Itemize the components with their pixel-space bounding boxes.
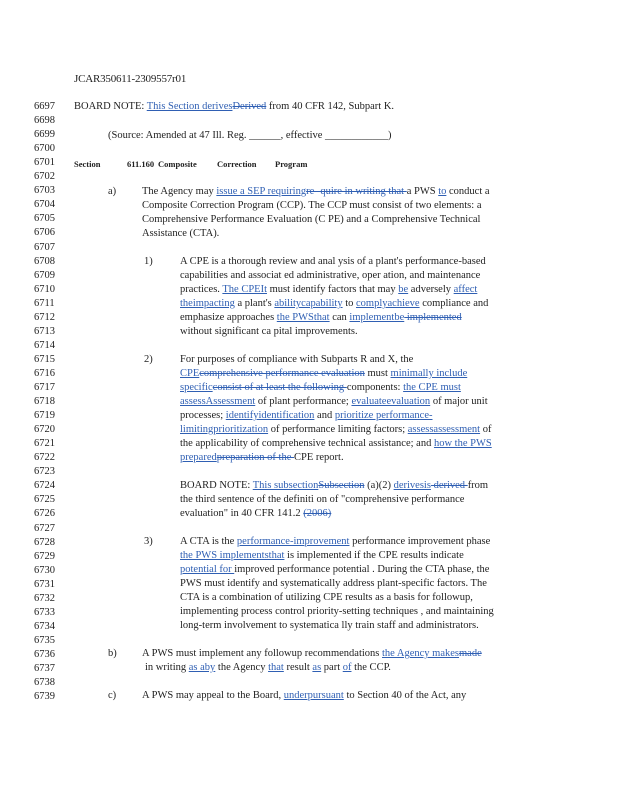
- line-number: 6711: [34, 297, 55, 309]
- document-id: JCAR350611-2309557r01: [74, 73, 187, 85]
- paragraph-line: specificconsist of at least the following components: the CPE must: [180, 382, 461, 393]
- line-number: 6736: [34, 648, 55, 660]
- paragraph-line: Composite Correction Program (CCP). The CCP must consist of two elements: a: [142, 200, 482, 211]
- line-number: 6699: [34, 129, 55, 141]
- paragraph-line: long-term involvement to systematica lly train staff and administrators.: [180, 620, 479, 631]
- paragraph-line: capabilities and associat ed administrative, oper ation, and maintenance: [180, 270, 481, 281]
- paragraph-label: 1): [144, 256, 153, 267]
- paragraph-line: A PWS may appeal to the Board, underpursuant to Section 40 of the Act, any: [142, 690, 467, 701]
- line-number: 6726: [34, 508, 55, 520]
- line-number: 6720: [34, 424, 55, 436]
- paragraph-line: without significant ca pital improvements.: [180, 326, 358, 337]
- paragraph-label: 3): [144, 536, 153, 547]
- line-number: 6714: [34, 339, 55, 351]
- line-number: 6705: [34, 213, 55, 225]
- line-number: 6735: [34, 634, 55, 646]
- line-number: 6733: [34, 606, 55, 618]
- line-number: 6719: [34, 410, 55, 422]
- line-number: 6727: [34, 522, 55, 534]
- line-number: 6708: [34, 255, 55, 267]
- line-number: 6734: [34, 620, 55, 632]
- paragraph-line: A PWS must implement any followup recommendations the Agency makesmade: [142, 648, 482, 659]
- line-number: 6701: [34, 157, 55, 169]
- paragraph-line: A CPE is a thorough review and anal ysis of a plant's performance-based: [180, 256, 486, 267]
- line-number: 6739: [34, 691, 55, 703]
- paragraph-line: PWS must identify and systematically address plant-specific factors. The: [180, 578, 487, 589]
- paragraph-line: preparedpreparation of the CPE report.: [180, 452, 344, 463]
- section-number: 611.160: [127, 159, 155, 169]
- line-number: 6731: [34, 578, 55, 590]
- line-number: 6706: [34, 227, 55, 239]
- paragraph-line: CPEcomprehensive performance evaluation must minimally include: [180, 368, 468, 379]
- section-title-word: Program: [275, 159, 308, 169]
- line-number: 6730: [34, 564, 55, 576]
- section-title-word: Correction: [217, 159, 257, 169]
- paragraph-line: the applicability of comprehensive technical assistance; and how the PWS: [180, 438, 492, 449]
- line-number: 6698: [34, 115, 55, 127]
- paragraph-line: CTA is a combination of utilizing CPE results as a basis for followup,: [180, 592, 473, 603]
- line-number: 6715: [34, 353, 55, 365]
- paragraph-line: limitingprioritization of performance limiting factors; assessassessment of: [180, 424, 492, 435]
- line-number: 6710: [34, 283, 55, 295]
- line-number: 6712: [34, 311, 55, 323]
- section-title-word: Composite: [158, 159, 197, 169]
- line-number: 6722: [34, 452, 55, 464]
- line-number: 6697: [34, 101, 55, 112]
- line-number: 6732: [34, 592, 55, 604]
- paragraph-line: in writing as aby the Agency that result as part of the CCP.: [145, 662, 391, 673]
- paragraph-line: Assistance (CTA).: [142, 228, 220, 239]
- paragraph-line: processes; identifyidentification and prioritize performance-: [180, 410, 433, 421]
- paragraph-line: implementing process control priority-setting techniques , and maintaining: [180, 606, 494, 617]
- paragraph-line: the PWS implementsthat is implemented if the CPE results indicate: [180, 550, 464, 561]
- line-number: 6721: [34, 438, 55, 450]
- line-number: 6718: [34, 396, 55, 408]
- inserted-text: This Section derives: [146, 101, 233, 112]
- board-note-line: evaluation" in 40 CFR 141.2 (2006): [180, 508, 332, 519]
- line-number: 6704: [34, 199, 55, 211]
- paragraph-line: potential for improved performance potential . During the CTA phase, the: [180, 564, 490, 575]
- line-number: 6728: [34, 536, 55, 548]
- board-note-line: the third sentence of the definiti on of "comprehensive performance: [180, 494, 465, 505]
- line-number: 6723: [34, 466, 55, 478]
- deleted-text: Derived: [232, 101, 267, 112]
- line-number: 6707: [34, 241, 55, 253]
- subsection-label: a): [108, 186, 117, 197]
- paragraph-line: assessAssessment of plant performance; evaluateevaluation of major unit: [180, 396, 488, 407]
- line-number: 6700: [34, 143, 55, 155]
- board-note-line: BOARD NOTE: This subsectionSubsection (a)(2) derivesis derived from: [180, 480, 489, 491]
- paragraph-line: practices. The CPEIt must identify factors that may be adversely affect: [180, 284, 478, 295]
- line-number: 6738: [34, 677, 55, 689]
- line-number: 6709: [34, 269, 55, 281]
- line-number: 6724: [34, 480, 55, 492]
- line-number: 6703: [34, 185, 55, 197]
- paragraph-label: 2): [144, 354, 153, 365]
- section-label: Section: [74, 159, 101, 169]
- line-number: 6702: [34, 171, 55, 183]
- paragraph-line: For purposes of compliance with Subparts R and X, the: [180, 354, 414, 365]
- line-number: 6716: [34, 367, 55, 379]
- line-number: 6737: [34, 663, 55, 674]
- line-number: 6713: [34, 325, 55, 337]
- paragraph-line: theimpacting a plant's abilitycapability to complyachieve compliance and: [180, 298, 489, 309]
- paragraph-line: A CTA is the performance-improvement performance improvement phase: [180, 536, 491, 547]
- paragraph-line: Comprehensive Performance Evaluation (C PE) and a Comprehensive Technical: [142, 214, 481, 225]
- board-note-line: BOARD NOTE: This Section derivesDerived from 40 CFR 142, Subpart K.: [74, 101, 395, 112]
- paragraph-line: The Agency may issue a SEP requiringre- quire in writing that a PWS to conduct a: [142, 186, 490, 197]
- paragraph-line: emphasize approaches the PWSthat can implementbe implemented: [180, 312, 462, 323]
- line-number: 6717: [34, 382, 55, 393]
- subsection-label: c): [108, 690, 117, 701]
- subsection-label: b): [108, 648, 117, 659]
- line-number: 6729: [34, 550, 55, 562]
- source-line: (Source: Amended at 47 Ill. Reg. ______, effective ____________): [108, 130, 392, 141]
- line-number: 6725: [34, 494, 55, 506]
